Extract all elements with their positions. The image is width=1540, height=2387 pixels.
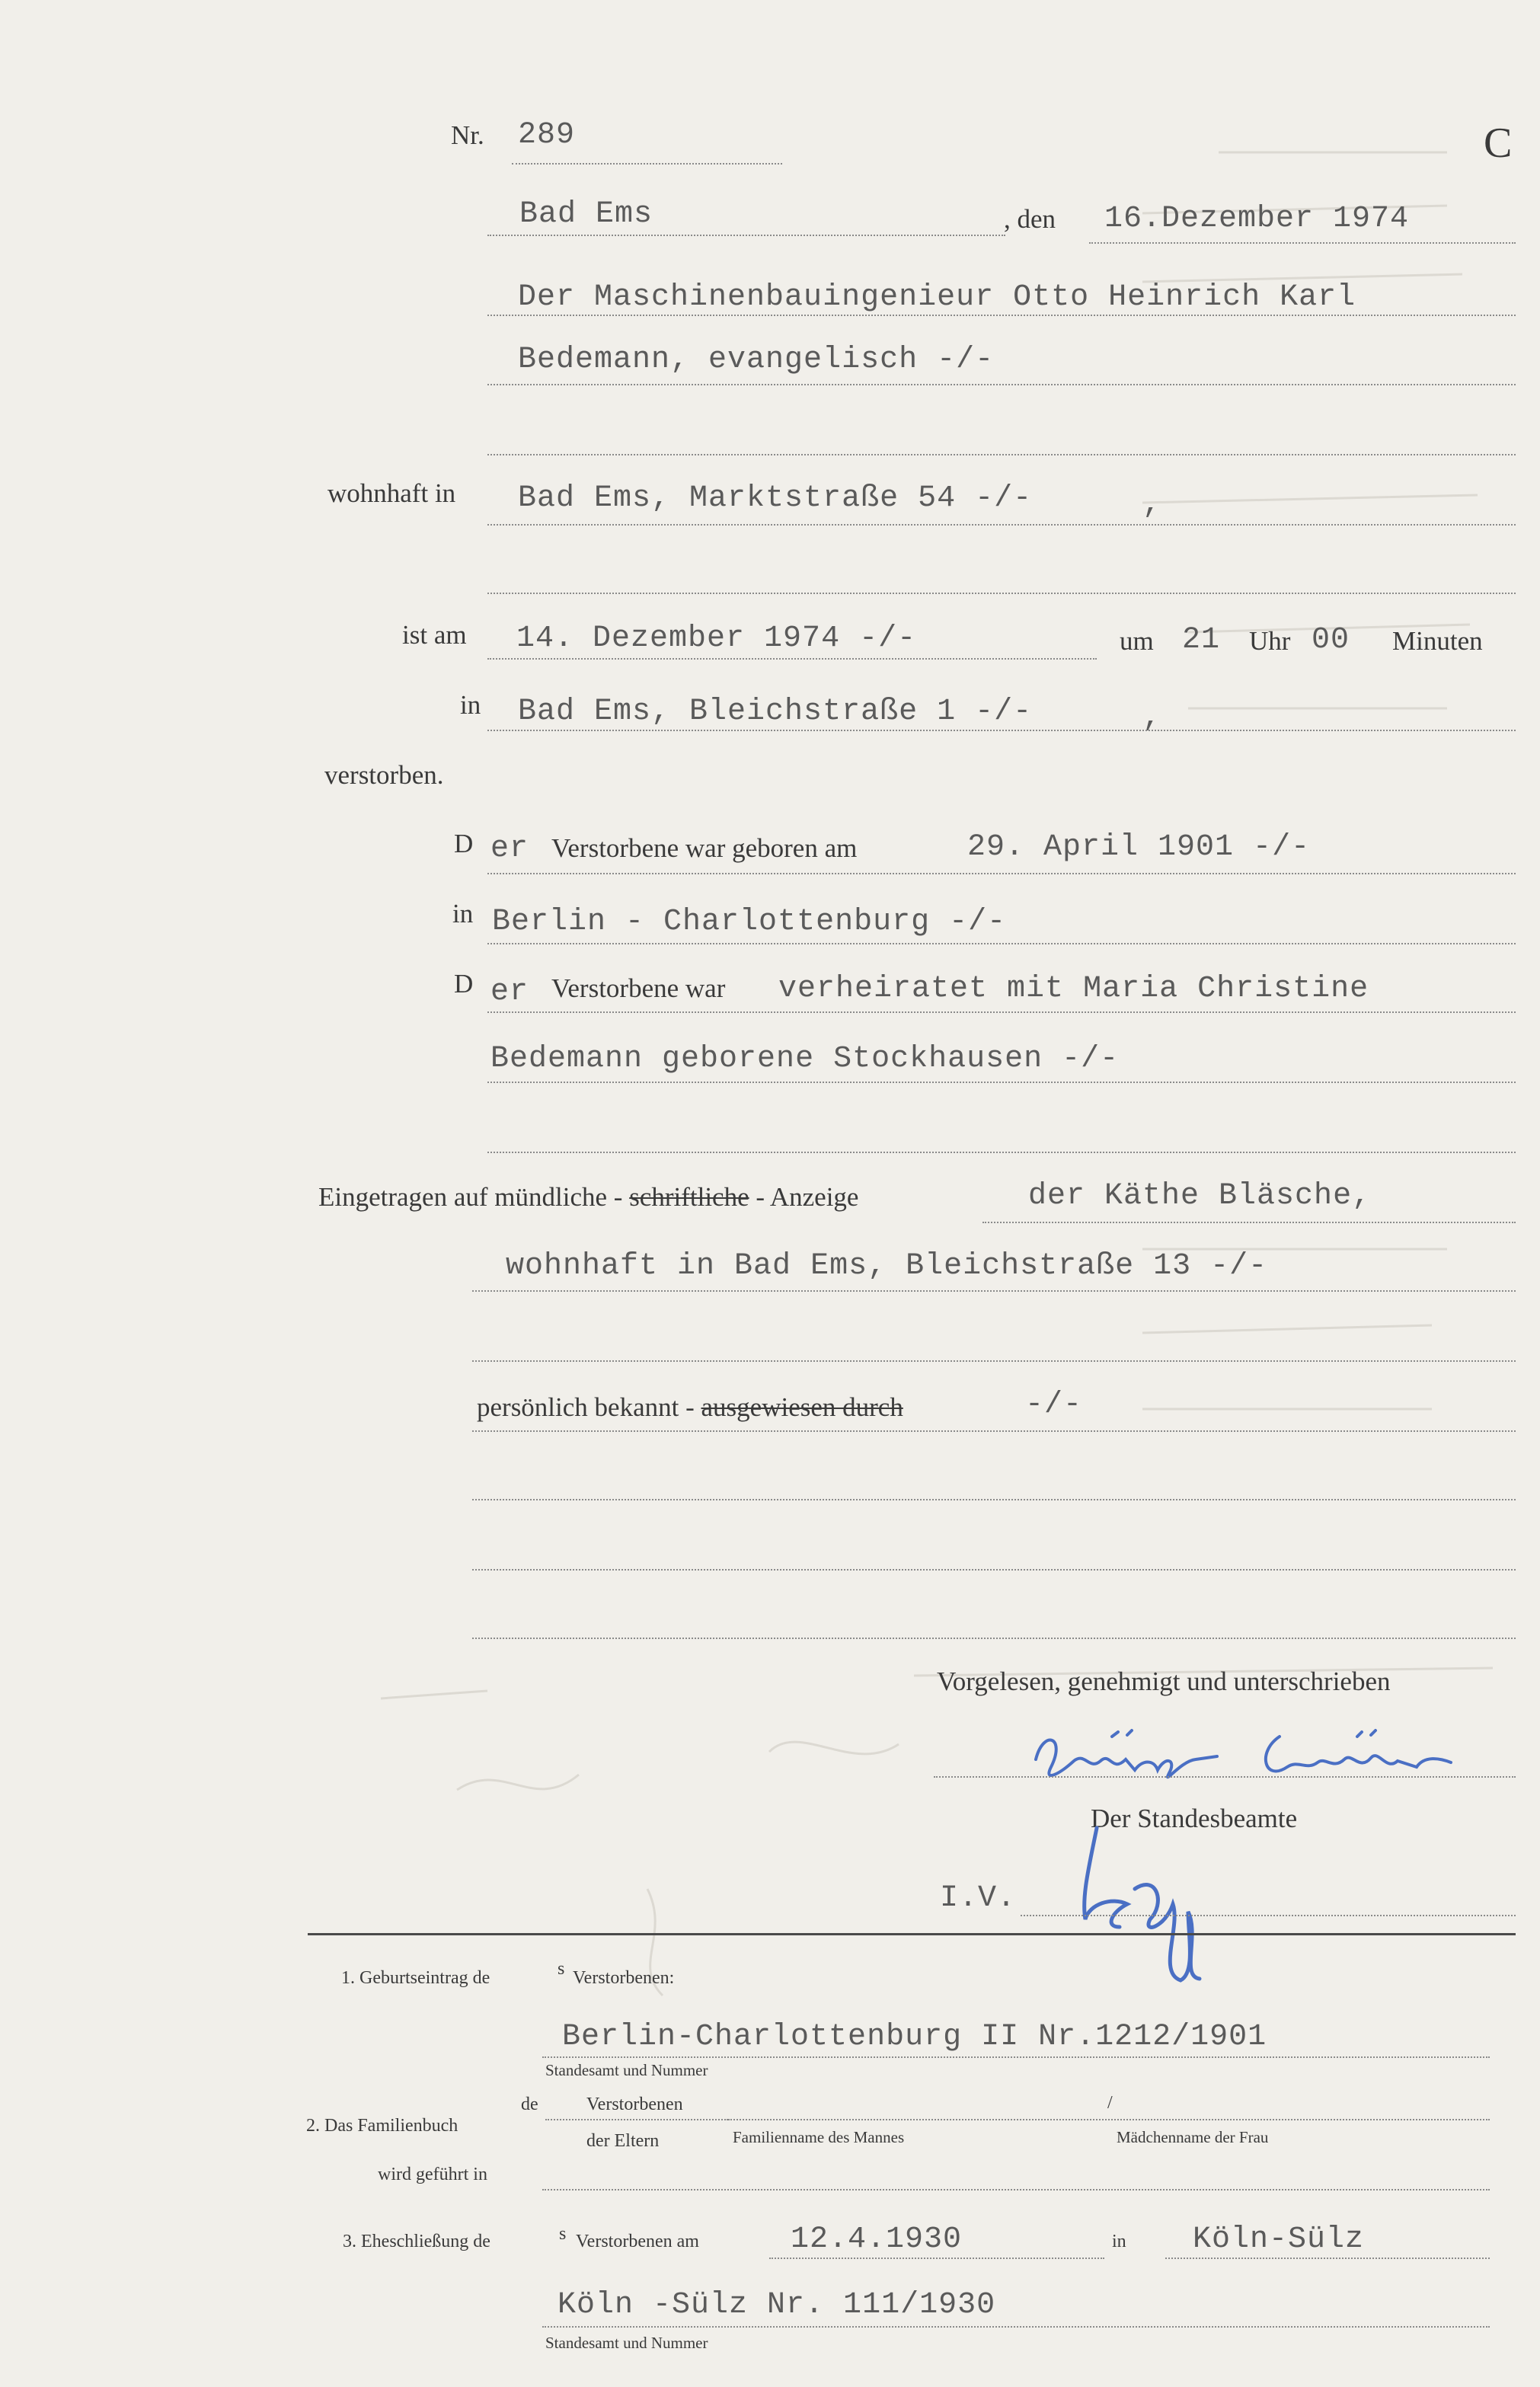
note3-label-b: Verstorbenen am [576, 2232, 699, 2251]
note1-caption: Standesamt und Nummer [545, 2061, 708, 2079]
note1-label-b: Verstorbenen: [573, 1968, 675, 1988]
dotted-line [472, 1499, 1516, 1500]
note1-value: Berlin-Charlottenburg II Nr.1212/1901 [562, 2020, 1267, 2054]
registrar-label: Der Standesbeamte [1091, 1804, 1298, 1833]
nr-dotted-line [512, 163, 782, 165]
identification-label-a: persönlich bekannt - [477, 1392, 695, 1422]
dotted-line [472, 1638, 1516, 1639]
dotted-line [487, 1011, 1516, 1013]
dotted-line [487, 943, 1516, 944]
report-label [318, 1182, 858, 1213]
birth-er: er [490, 832, 529, 866]
marriage-d-letter: D [454, 969, 474, 999]
corner-letter: C [1484, 120, 1513, 167]
note2-caption-woman: Mädchenname der Frau [1117, 2128, 1269, 2146]
marriage-label: Verstorbene war [551, 973, 726, 1003]
note2-option-deceased: Verstorbenen [586, 2095, 683, 2114]
marriage-er: er [490, 975, 529, 1009]
dotted-line [545, 2119, 728, 2120]
dotted-line [487, 315, 1516, 316]
dotted-line [542, 2189, 1490, 2190]
note2-de: de [521, 2095, 538, 2114]
informant-line-2: wohnhaft in Bad Ems, Bleichstraße 13 -/- [506, 1249, 1268, 1283]
note3-value: Köln -Sülz Nr. 111/1930 [558, 2288, 996, 2322]
dotted-line [487, 1082, 1516, 1083]
dotted-line [487, 593, 1516, 594]
marriage-text-1: verheiratet mit Maria Christine [778, 972, 1369, 1006]
birth-place: Berlin - Charlottenburg -/- [492, 905, 1007, 939]
dotted-line [487, 524, 1516, 526]
note3-date: 12.4.1930 [791, 2222, 963, 2257]
death-place-comma: , [1142, 701, 1162, 735]
dotted-line [472, 1290, 1516, 1292]
dotted-line [542, 2056, 1490, 2058]
dotted-line [472, 1360, 1516, 1362]
identification-label-struck: ausgewiesen durch [701, 1392, 903, 1422]
note2-label: 2. Das Familienbuch [306, 2116, 458, 2136]
residence-label: wohnhaft in [327, 478, 456, 508]
dotted-line [542, 2326, 1490, 2328]
birth-label: Verstorbene war geboren am [551, 833, 858, 863]
place-dotted-line [487, 235, 1005, 236]
dotted-line [487, 873, 1516, 874]
deceased-line-2: Bedemann, evangelisch -/- [518, 343, 995, 377]
dotted-line [728, 2119, 1490, 2120]
note3-suffix: s [559, 2224, 567, 2244]
note2-caption-man: Familienname des Mannes [733, 2128, 905, 2146]
birth-place-label: in [452, 899, 474, 928]
signature-dotted-line [934, 1776, 1516, 1778]
record-number: 289 [518, 118, 576, 152]
note2-label-2: wird geführt in [378, 2165, 487, 2184]
iv-dotted-line [1021, 1915, 1516, 1916]
verstorben-label: verstorben. [324, 760, 444, 790]
dotted-line [472, 1569, 1516, 1571]
death-place-label: in [460, 690, 481, 720]
marriage-text-2: Bedemann geborene Stockhausen -/- [490, 1042, 1120, 1076]
uhr-label: Uhr [1249, 626, 1291, 656]
read-approved-label: Vorgelesen, genehmigt und unterschrieben [937, 1666, 1391, 1696]
death-hour: 21 [1182, 623, 1221, 657]
dotted-line [769, 2258, 1104, 2259]
birth-d-letter: D [454, 829, 474, 858]
note3-place: Köln-Sülz [1193, 2222, 1365, 2257]
dotted-line [487, 658, 1097, 660]
record-date: 16.Dezember 1974 [1104, 202, 1410, 236]
note2-slash: / [1107, 2093, 1113, 2113]
note3-caption: Standesamt und Nummer [545, 2334, 708, 2352]
death-place: Bad Ems, Bleichstraße 1 -/- [518, 695, 1033, 729]
report-label-struck: schriftliche [629, 1182, 749, 1212]
dotted-line [487, 1152, 1516, 1153]
identification-value: -/- [1025, 1388, 1083, 1422]
nr-label: Nr. [451, 120, 484, 150]
date-dotted-line [1089, 242, 1516, 244]
registry-place: Bad Ems [519, 197, 653, 232]
death-date: 14. Dezember 1974 -/- [516, 622, 917, 656]
dotted-line [982, 1222, 1516, 1223]
report-label-b: - Anzeige [756, 1182, 859, 1212]
death-minutes: 00 [1312, 623, 1350, 657]
residence-value: Bad Ems, Marktstraße 54 -/- [518, 481, 1033, 516]
identification-label [477, 1392, 903, 1423]
dotted-line [487, 384, 1516, 385]
dotted-line [487, 454, 1516, 455]
deceased-line-1: Der Maschinenbauingenieur Otto Heinrich Karl [518, 280, 1356, 315]
informant-line-1: der Käthe Bläsche, [1028, 1179, 1372, 1213]
minutes-label: Minuten [1392, 626, 1483, 656]
note1-label-a: 1. Geburtseintrag de [341, 1968, 490, 1988]
informant-signature [1013, 1714, 1470, 1797]
note2-option-parents: der Eltern [586, 2131, 660, 2151]
dotted-line [472, 1430, 1516, 1432]
separator-rule [308, 1933, 1516, 1935]
note1-suffix: s [558, 1959, 565, 1979]
iv-label: I.V. [940, 1881, 1017, 1916]
dotted-line [1165, 2258, 1490, 2259]
note3-label-a: 3. Eheschließung de [343, 2232, 490, 2251]
registrar-signature [1066, 1813, 1219, 1988]
birth-date: 29. April 1901 -/- [967, 830, 1311, 864]
um-label: um [1120, 626, 1154, 656]
residence-comma: , [1142, 487, 1162, 522]
death-date-label: ist am [402, 620, 467, 650]
note3-in: in [1112, 2232, 1126, 2251]
date-separator: , den [1004, 204, 1056, 234]
report-label-a: Eingetragen auf mündliche - [318, 1182, 623, 1212]
dotted-line [487, 730, 1516, 731]
